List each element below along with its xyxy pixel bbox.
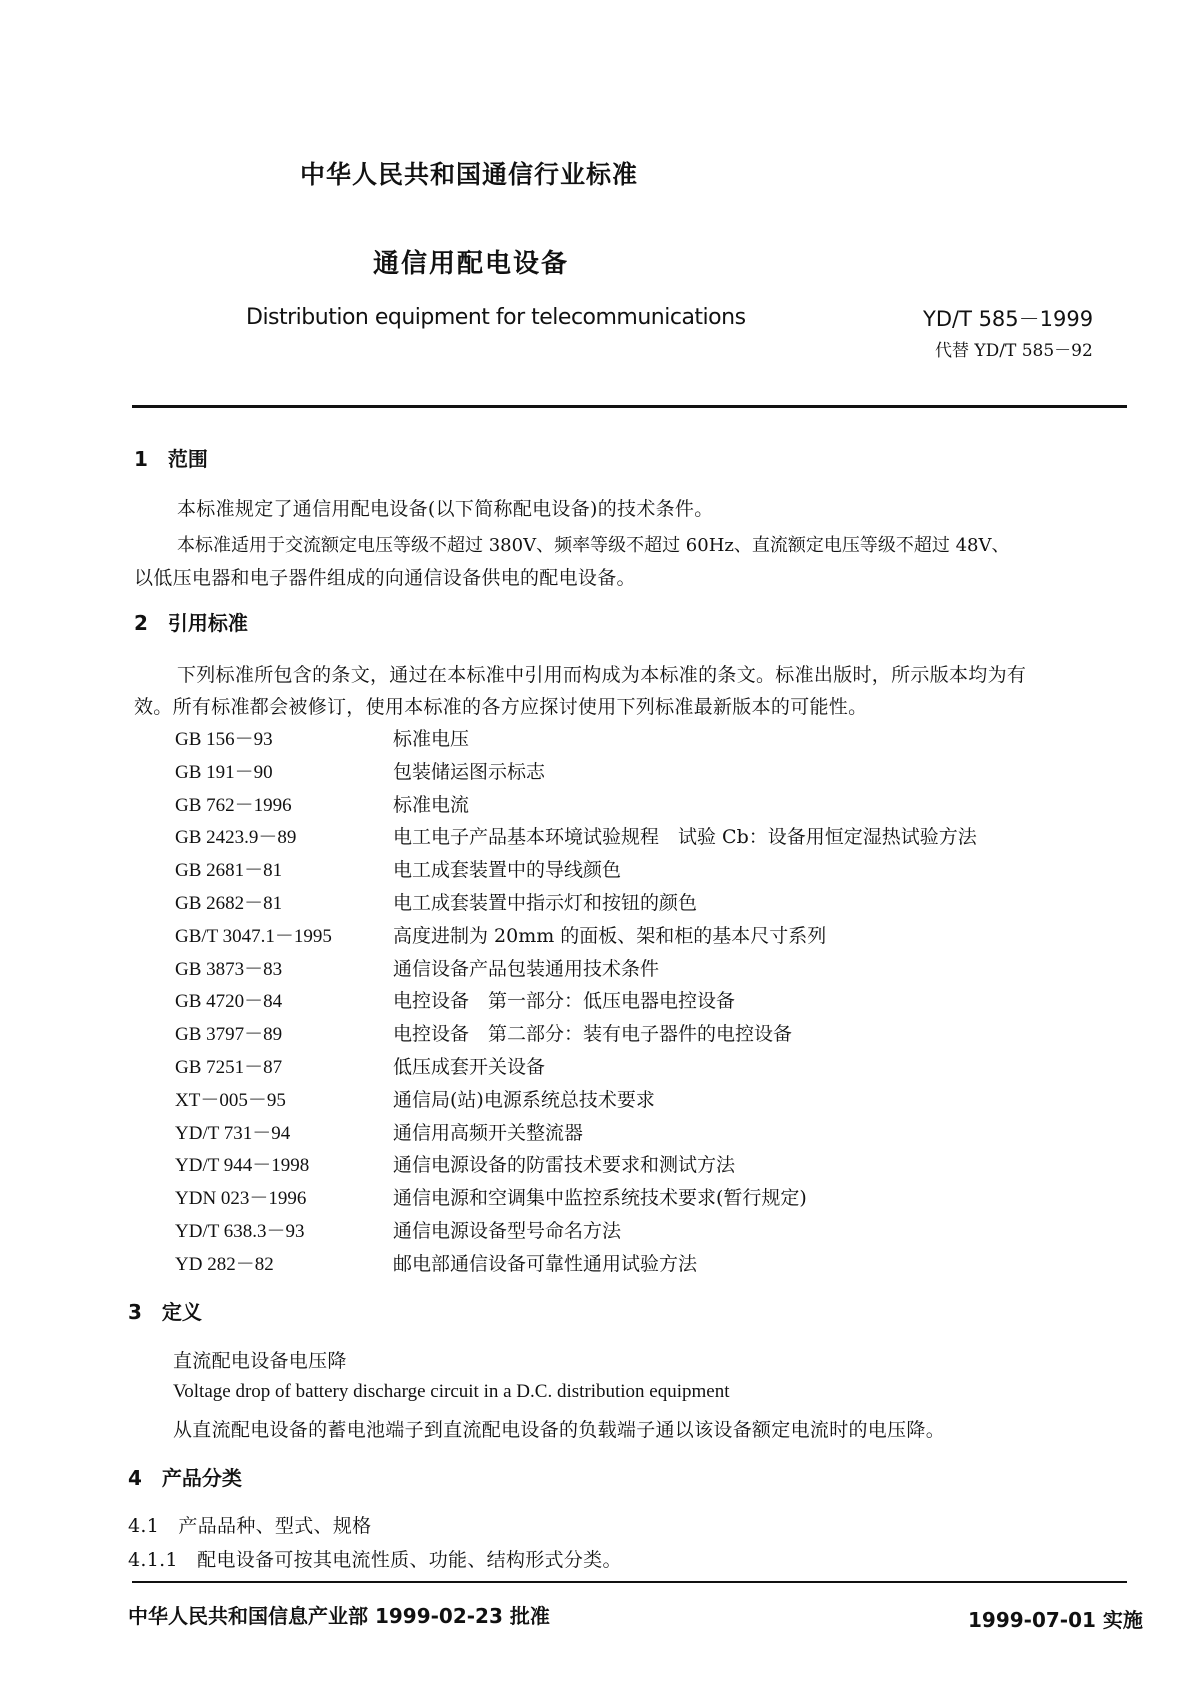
reference-title: 通信局(站)电源系统总技术要求 (393, 1088, 655, 1111)
reference-code: GB 7251－87 (175, 1057, 283, 1078)
reference-code: GB 191－90 (175, 761, 273, 783)
reference-row (175, 1118, 1075, 1146)
reference-title: 电工成套装置中的导线颜色 (393, 859, 622, 882)
standard-number: YD/T 585－1999 (923, 307, 1094, 331)
reference-row (175, 1150, 1075, 1178)
reference-title: 通信电源设备型号命名方法 (393, 1220, 622, 1242)
header-rule (132, 405, 1127, 408)
reference-row (175, 1216, 1075, 1244)
section-1-paragraph-2-line-2: 以低压电器和电子器件组成的向通信设备供电的配电设备。 (134, 567, 636, 589)
reference-title: 电控设备 第二部分：装有电子器件的电控设备 (393, 1023, 793, 1046)
reference-code: GB 3873－83 (175, 958, 283, 980)
section-1-heading: 1 范围 (134, 447, 208, 471)
reference-code: GB 762－1996 (175, 794, 292, 816)
reference-row (175, 1052, 1075, 1080)
reference-row (175, 921, 1075, 949)
section-4-heading: 4 产品分类 (128, 1466, 242, 1490)
reference-code: XT－005－95 (175, 1089, 286, 1111)
document-title-cn: 通信用配电设备 (373, 249, 570, 279)
section-1-paragraph-2-line-1: 本标准适用于交流额定电压等级不超过 380V、频率等级不超过 60Hz、直流额定电压等级不超过 48V、 (177, 535, 1010, 556)
section-2-paragraph-line-1: 下列标准所包含的条文，通过在本标准中引用而构成为本标准的条文。标准出版时，所示版本均为有 (177, 664, 1027, 686)
reference-title: 电控设备 第一部分：低压电器电控设备 (393, 990, 736, 1013)
reference-code: GB 2681－81 (175, 860, 283, 882)
reference-row (175, 1019, 1075, 1047)
reference-row (175, 822, 1075, 850)
replaces-standard: 代替 YD/T 585－92 (935, 341, 1093, 361)
issuer-heading: 中华人民共和国通信行业标准 (300, 160, 639, 189)
section-3-heading: 3 定义 (128, 1300, 202, 1324)
reference-title: 低压成套开关设备 (393, 1056, 546, 1078)
reference-code: YD/T 944－1998 (175, 1155, 310, 1177)
document-title-en: Distribution equipment for telecommunications (246, 305, 746, 330)
reference-row (175, 790, 1075, 818)
reference-row (175, 888, 1075, 916)
reference-title: 标准电流 (393, 793, 470, 816)
reference-row (175, 986, 1075, 1014)
reference-code: GB 3797－89 (175, 1024, 283, 1046)
reference-title: 通信用高频开关整流器 (393, 1121, 584, 1144)
reference-row (175, 724, 1075, 752)
reference-row (175, 1085, 1075, 1113)
reference-code: GB 2423.9－89 (175, 827, 297, 849)
reference-title: 包装储运图示标志 (393, 760, 546, 783)
reference-row (175, 855, 1075, 883)
term-en: Voltage drop of battery discharge circuit in a D.C. distribution equipment (173, 1381, 730, 1402)
subsection-4-1-1: 4.1.1 配电设备可按其电流性质、功能、结构形式分类。 (128, 1549, 622, 1571)
footer-rule (132, 1581, 1127, 1583)
section-2-heading: 2 引用标准 (134, 611, 248, 635)
reference-title: 邮电部通信设备可靠性通用试验方法 (393, 1252, 698, 1275)
reference-title: 电工成套装置中指示灯和按钮的颜色 (393, 892, 698, 914)
reference-row (175, 1249, 1075, 1277)
reference-title: 标准电压 (393, 728, 470, 750)
section-2-paragraph-line-2: 效。所有标准都会被修订，使用本标准的各方应探讨使用下列标准最新版本的可能性。 (134, 696, 868, 718)
reference-code: YDN 023－1996 (175, 1188, 307, 1210)
reference-row (175, 954, 1075, 982)
reference-row (175, 757, 1075, 785)
reference-code: GB 4720－84 (175, 991, 283, 1013)
reference-title: 通信电源和空调集中监控系统技术要求(暂行规定) (393, 1187, 807, 1210)
reference-title: 通信电源设备的防雷技术要求和测试方法 (393, 1154, 736, 1177)
reference-title: 高度进制为 20mm 的面板、架和柜的基本尺寸系列 (393, 924, 827, 947)
reference-title: 通信设备产品包装通用技术条件 (393, 957, 660, 980)
reference-code: YD/T 731－94 (175, 1122, 291, 1144)
reference-code: GB 156－93 (175, 729, 273, 750)
term-definition: 从直流配电设备的蓄电池端子到直流配电设备的负载端子通以该设备额定电流时的电压降。 (173, 1419, 946, 1441)
approval-line: 中华人民共和国信息产业部 1999-02-23 批准 (128, 1604, 550, 1628)
reference-row (175, 1183, 1075, 1211)
section-1-paragraph-1: 本标准规定了通信用配电设备(以下简称配电设备)的技术条件。 (177, 498, 714, 520)
reference-code: YD/T 638.3－93 (175, 1221, 305, 1242)
effective-date: 1999-07-01 实施 (968, 1608, 1143, 1632)
reference-code: GB/T 3047.1－1995 (175, 925, 332, 947)
subsection-4-1: 4.1 产品品种、型式、规格 (128, 1515, 372, 1537)
reference-code: YD 282－82 (175, 1253, 274, 1275)
reference-title: 电工电子产品基本环境试验规程 试验 Cb：设备用恒定湿热试验方法 (393, 826, 977, 849)
term-cn: 直流配电设备电压降 (173, 1350, 347, 1372)
reference-code: GB 2682－81 (175, 893, 283, 914)
